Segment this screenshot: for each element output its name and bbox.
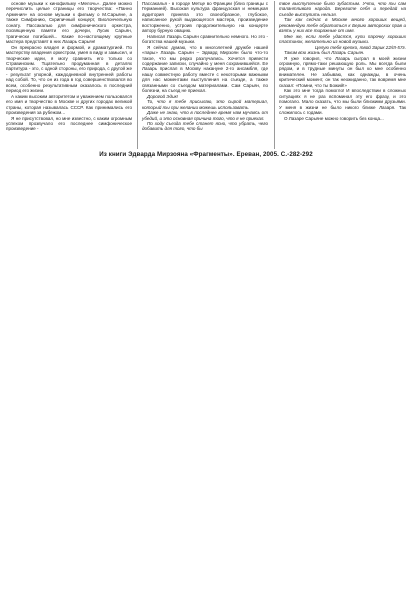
paragraph: Я уже говорил, что Лазарь сыграл в моей жизни огромную, прямо-таки решающую роль. Мы всегда были рядом, и в трудные минуты он был ко мне особенно внимателен. Не забываю, как однажды, в очень критический момент, он так неожиданно, так вовремя мне сказал: «Помни, что ты Божий!» [279, 55, 406, 88]
paragraph: А каким высоким авторитетом и уважением пользовался его имя и творчество в Москве и других городах великой страны, которая называлась СССР. Как принимались его произведения за рубежом... [6, 93, 132, 116]
letter-paragraph: твое выступление было зубастым. Учти, что ты сам талантливого народа. Берегите себя и передай на съезде выступить нельзя. [279, 1, 406, 17]
paragraph: Я не присутствовал, но мне известно, с каким огромным успехом прозвучало его последнее симфоническое произведение - [6, 115, 132, 132]
letter-paragraph: По ходу съезда тебе станет ясно, что убрать, чего добавить для того, что бы [142, 120, 268, 132]
text-column-2 [142, 1, 268, 132]
letter-paragraph: Даже не знаю, что в последнее время нам мучаясь от убедий, и это основная причина того, что я не приехал. [142, 110, 268, 121]
article-page [6, 1, 406, 597]
text-column-3 [279, 1, 406, 121]
paragraph: Таким всю жизнь был Лазарь Сарьян. [284, 50, 365, 56]
paragraph: Как это мне тогда помогло! И впоследствии в сложных ситуациях я не раз вспоминал эту его фразу, и это помогало. Мало сказать, что мы были близкими друзьями. У меня в жизни не было никого ближе Лазаря. Так сложилось с годами. [279, 88, 406, 116]
letter-paragraph: Мне же, если тебе удастся, купи парочку хороших пластинок, желательно из новой музыки. [279, 33, 406, 45]
paragraph: Написал Лазарь Сарьян сравнительно немного. Но это - богатства нашей музыки. [142, 33, 268, 45]
source-citation: Из книги Эдварда Мирзояна «Фрагменты». Ереван, 2005. С.-282-292 [99, 151, 313, 158]
letter-greeting: Дорогой Эдик! [147, 93, 179, 99]
letter-paragraph: Так как сейчас в Москве много хороших вещей, рекомендую тебе обратиться к Берию авторских прав и взять у них все тиражные от имя. [279, 17, 406, 34]
letter-signature: Целую тебя крепко, твой Зарик 22/III-57г. [314, 44, 406, 50]
column-divider [137, 1, 138, 149]
paragraph: основе музыки к кинофильму «Мелочь». Далее можно перечислить целые страницы его творчества: «Панно Армения» на основе музыки к фильму о М.Сарьяне, а также Симфонию, Скрипичный концерт, Виолончельную сонату. Пассакалью для симфонического оркестра, посвященную памяти его дочери, Лусик Сарьян, трагически погибшей... Какие по-настоящему крупные мастера представят в них Лазарь Сарьян! [6, 1, 132, 45]
paragraph: О Лазаре Сарьяне можно говорить без конца... [284, 115, 384, 121]
paragraph: Он прекрасно владел и формой, и драматургией. По мастерству владения оркестром, умея в виду и замысел, и творческие идеи, я могу сравнить его только со Стравинским. Тщательно продуманная в деталях партитура - это, с одной стороны, его природа, с другой же - результат упорной, каждодневной внутренней работы над собой. То, что он из года в год совершенствовался во всем, особенно результативным оказалось в последний период его жизни. [6, 44, 132, 94]
paragraph: Я сейчас думаю, что в многолетней дружбе нашей «пары» Лазарь Сарьян – Эдвард Мирзоян было что-то такое, что мы редко разлучались. Хочется привести содержание записки, случайно у меня сохранившейся. Ее Лазарь прислал в Москву накануне 2-го ансамбля, где нашу совместную работу вместе с некоторыми важными для нас моментами выступления на съезде, а также связанными со съездом материалами. Сам Сарьян, по болезни, на съезд не приехал. [142, 44, 268, 94]
text-column-1 [6, 1, 132, 132]
letter-paragraph: То, что я тебе присылаю, это сырой материал, который ты при желании можешь использовать. [142, 99, 268, 110]
paragraph: Пассакалья - в городе Метце во Франции (близ границы с Германией). Высокая культура французская и немецкая аудитория приняла это своеобразное, глубокое, написанное рукой выдающегося мастера, произведение восторженно, устроив продолжительную на концерте автору бурную овацию. [142, 1, 268, 34]
column-divider [274, 1, 275, 149]
